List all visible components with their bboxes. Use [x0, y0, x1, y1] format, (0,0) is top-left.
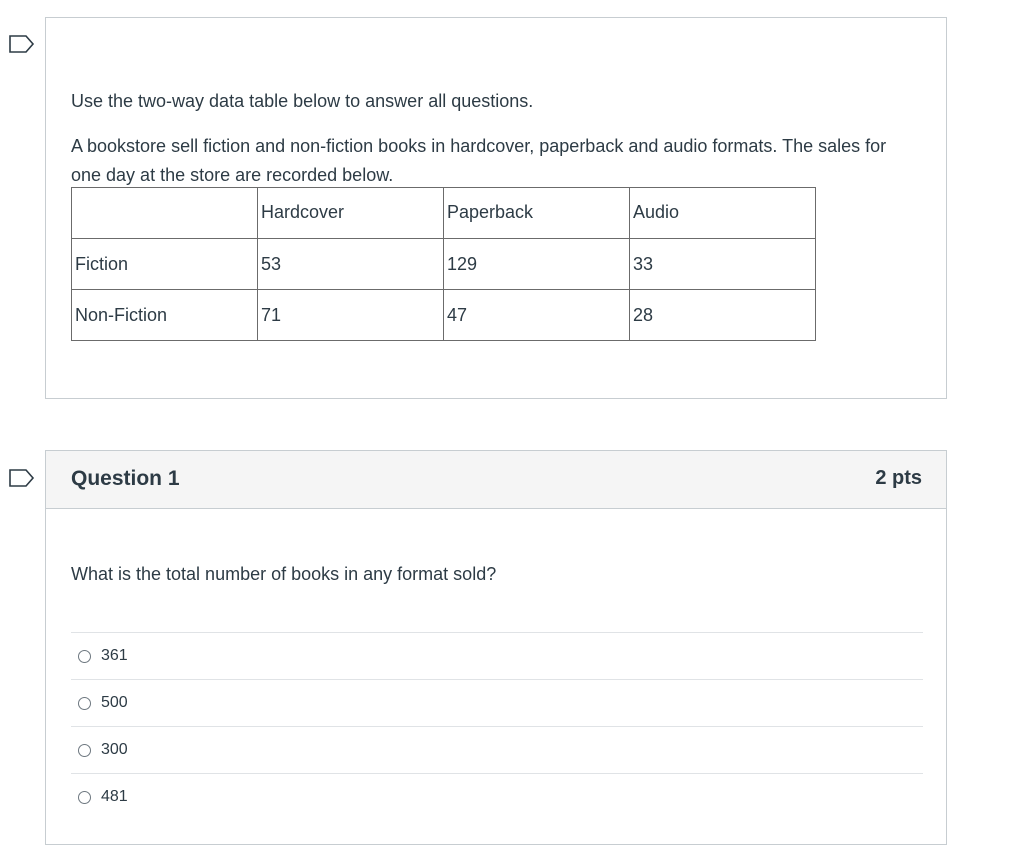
table-header-cell: Paperback — [444, 188, 630, 239]
answer-list — [71, 632, 923, 820]
table-header-row — [72, 188, 816, 239]
intro-instruction: Use the two-way data table below to answer all questions. — [71, 91, 534, 111]
answer-label: 361 — [101, 647, 128, 664]
table-header-cell: Audio — [630, 188, 816, 239]
question-header — [46, 451, 946, 509]
answer-label: 481 — [101, 788, 128, 805]
answer-option[interactable] — [71, 774, 923, 820]
table-header-cell — [72, 188, 258, 239]
radio-button-icon[interactable] — [78, 744, 91, 757]
table-cell: Non-Fiction — [72, 290, 258, 341]
intro-panel — [45, 17, 947, 399]
answer-option[interactable] — [71, 633, 923, 680]
table-cell: 33 — [630, 239, 816, 290]
table-cell: 71 — [258, 290, 444, 341]
answer-label: 300 — [101, 741, 128, 758]
question-points: 2 pts — [875, 467, 922, 489]
answer-label: 500 — [101, 694, 128, 711]
flag-question-icon[interactable] — [9, 469, 35, 487]
radio-button-icon[interactable] — [78, 697, 91, 710]
question-panel — [45, 450, 947, 845]
table-cell: 47 — [444, 290, 630, 341]
table-cell: 53 — [258, 239, 444, 290]
table-cell: 28 — [630, 290, 816, 341]
table-row — [72, 239, 816, 290]
answer-option[interactable] — [71, 680, 923, 727]
intro-paragraph: A bookstore sell fiction and non-fiction books in hardcover, paperback and audio formats. The sales for one day at the store are recorded below. — [71, 136, 887, 185]
flag-question-icon[interactable] — [9, 35, 35, 53]
table-cell: Fiction — [72, 239, 258, 290]
radio-button-icon[interactable] — [78, 650, 91, 663]
question-title: Question 1 — [71, 467, 180, 490]
table-cell: 129 — [444, 239, 630, 290]
question-text: What is the total number of books in any format sold? — [71, 564, 497, 584]
radio-button-icon[interactable] — [78, 791, 91, 804]
table-row — [72, 290, 816, 341]
table-header-cell: Hardcover — [258, 188, 444, 239]
two-way-data-table — [71, 187, 816, 341]
answer-option[interactable] — [71, 727, 923, 774]
